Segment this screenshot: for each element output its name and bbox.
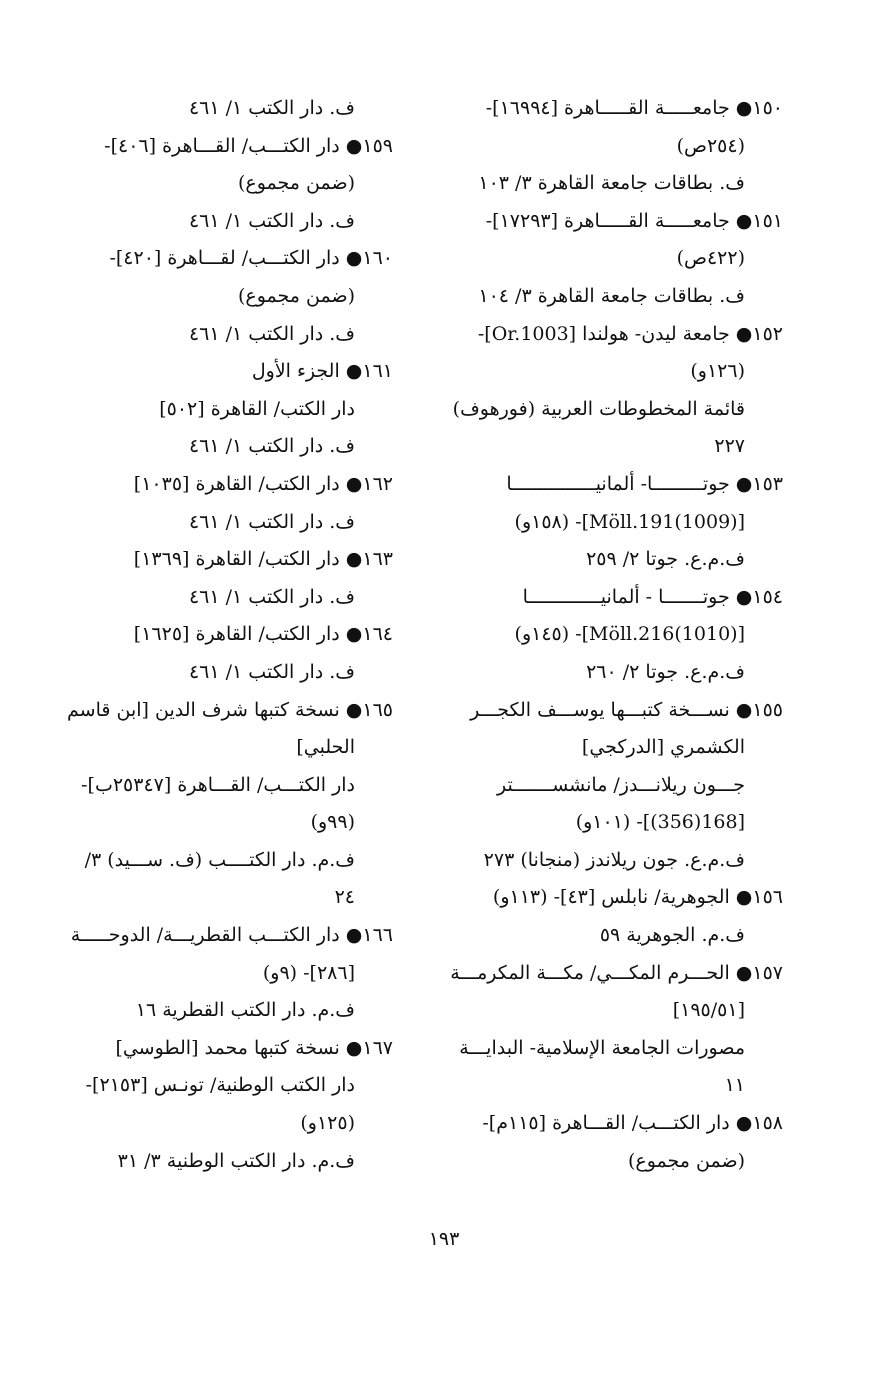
entry-heading-line: ١٥٧● الحـــرم المكـــي/ مكـــة المكرمـــة [450,961,783,984]
entry-heading-line: ١٥٣● جوتـــــــــا- ألمانيـــــــــــــــا [506,472,783,495]
entry-detail-line: ف. دار الكتب ١/ ٤٦١ [188,585,355,608]
entry-detail-line: ف.م.ع. جون ريلاندز (منجانا) ٢٧٣ [483,848,745,871]
entry-detail-line: ف.م. دار الكتب الوطنية ٣/ ٣١ [117,1149,355,1172]
entry-detail-line: قائمة المخطوطات العربية (فورهوف) [452,397,745,420]
entry-heading-line: ١٦٥● نسخة كتبها شرف الدين [ابن قاسم [67,698,393,721]
entry-detail-line: دار الكتب/ القاهرة [٥٠٢] [159,397,355,420]
entry-detail-line: ٢٢٧ [714,435,745,458]
entry-detail-line: ٢٤ [334,886,355,909]
entry-detail-line: ف.م. دار الكتب القطرية ١٦ [135,999,355,1022]
entry-detail-line: ف.م. دار الكتــــب (ف. ســـيد) ٣/ [84,848,355,871]
entry-detail-line: [٢٨٦]- (٩و) [262,961,355,984]
entry-detail-line: (ضمن مجموع) [237,284,355,307]
entry-detail-line: ف. بطاقات جامعة القاهرة ٣/ ١٠٤ [478,284,745,307]
entry-heading-line: ١٦٧● نسخة كتبها محمد [الطوسي] [115,1036,393,1059]
entry-heading-line: ١٥٦● الجوهرية/ نابلس [٤٣]- (١١٣و) [492,886,783,909]
entry-detail-line: الحلبي] [296,736,355,759]
entry-detail-line: [Möll.216(1010)]- (١٤٥و) [514,623,745,646]
entry-detail-line: [168(356)]- (١٠١و) [575,811,745,834]
entry-heading-line: ١٦٢● دار الكتب/ القاهرة [١٠٣٥] [133,472,393,495]
entry-detail-line: جـــون ريلانـــدز/ مانشســـــــتر [497,773,745,796]
entry-heading-line: ١٥٢● جامعة ليدن- هولندا [Or.1003]- [477,322,783,345]
entry-detail-line: ف.م. الجوهرية ٥٩ [599,924,745,947]
entry-detail-line: (٢٥٤ص) [676,134,745,157]
entry-detail-line: [١٩٥/٥١] [672,999,745,1022]
left-column [53,90,393,1180]
entry-heading-line: ١٥٤● جوتـــــــا - ألمانيـــــــــــــا [522,585,783,608]
entry-detail-line: مصورات الجامعة الإسلامية- البدايـــة [459,1036,745,1059]
page-number: ١٩٣ [428,1228,460,1250]
entry-detail-line: ف. دار الكتب ١/ ٤٦١ [188,97,355,119]
entry-detail-line: (٩٩و) [310,811,355,834]
entry-detail-line: ف. دار الكتب ١/ ٤٦١ [188,660,355,683]
entry-detail-line: الكشمري [الدركجي] [581,736,745,759]
entry-detail-line: (١٢٦و) [690,360,745,383]
entry-detail-line: ١١ [724,1074,745,1097]
entry-detail-line: (١٢٥و) [300,1112,355,1135]
entry-heading-line: ١٦٤● دار الكتب/ القاهرة [١٦٢٥] [133,623,393,646]
entry-detail-line: ف.م.ع. جوتا ٢/ ٢٥٩ [586,548,745,571]
entry-detail-line: دار الكتب الوطنية/ تونـس [٢١٥٣]- [85,1074,355,1097]
entry-detail-line: ف. دار الكتب ١/ ٤٦١ [188,322,355,345]
entry-detail-line: (ضمن مجموع) [627,1149,745,1172]
entry-heading-line: ١٥٩● دار الكتـــب/ القـــاهرة [٤٠٦]- [104,134,393,157]
entry-heading-line: ١٥٨● دار الكتـــب/ القـــاهرة [١١٥م]- [482,1112,783,1135]
entry-heading-line: ١٥١● جامعـــــة القـــــاهرة [١٧٢٩٣]- [485,209,783,232]
entry-heading-line: ١٥٠● جامعـــــة القـــــاهرة [١٦٩٩٤]- [485,97,783,119]
entry-detail-line: [Möll.191(1009)]- (١٥٨و) [514,510,745,533]
entry-detail-line: ف. دار الكتب ١/ ٤٦١ [188,510,355,533]
entry-detail-line: ف. بطاقات جامعة القاهرة ٣/ ١٠٣ [478,172,745,195]
entry-detail-line: ف.م.ع. جوتا ٢/ ٢٦٠ [586,660,745,683]
entry-heading-line: ١٦١● الجزء الأول [251,360,393,383]
entry-heading-line: ١٦٠● دار الكتـــب/ لقـــاهرة [٤٢٠]- [109,247,393,270]
entry-heading-line: ١٥٥● نســـخة كتبـــها يوســـف الكجـــر [470,698,783,721]
entry-detail-line: ف. دار الكتب ١/ ٤٦١ [188,435,355,458]
entry-detail-line: ف. دار الكتب ١/ ٤٦١ [188,209,355,232]
entry-detail-line: (ضمن مجموع) [237,172,355,195]
entry-detail-line: (٤٢٢ص) [676,247,745,270]
entry-detail-line: دار الكتـــب/ القـــاهرة [٢٥٣٤٧ب]- [81,773,355,796]
entry-heading-line: ١٦٣● دار الكتب/ القاهرة [١٣٦٩] [133,548,393,571]
right-column [443,90,783,1180]
entry-heading-line: ١٦٦● دار الكتـــب القطريـــة/ الدوحـــــة [70,924,393,947]
